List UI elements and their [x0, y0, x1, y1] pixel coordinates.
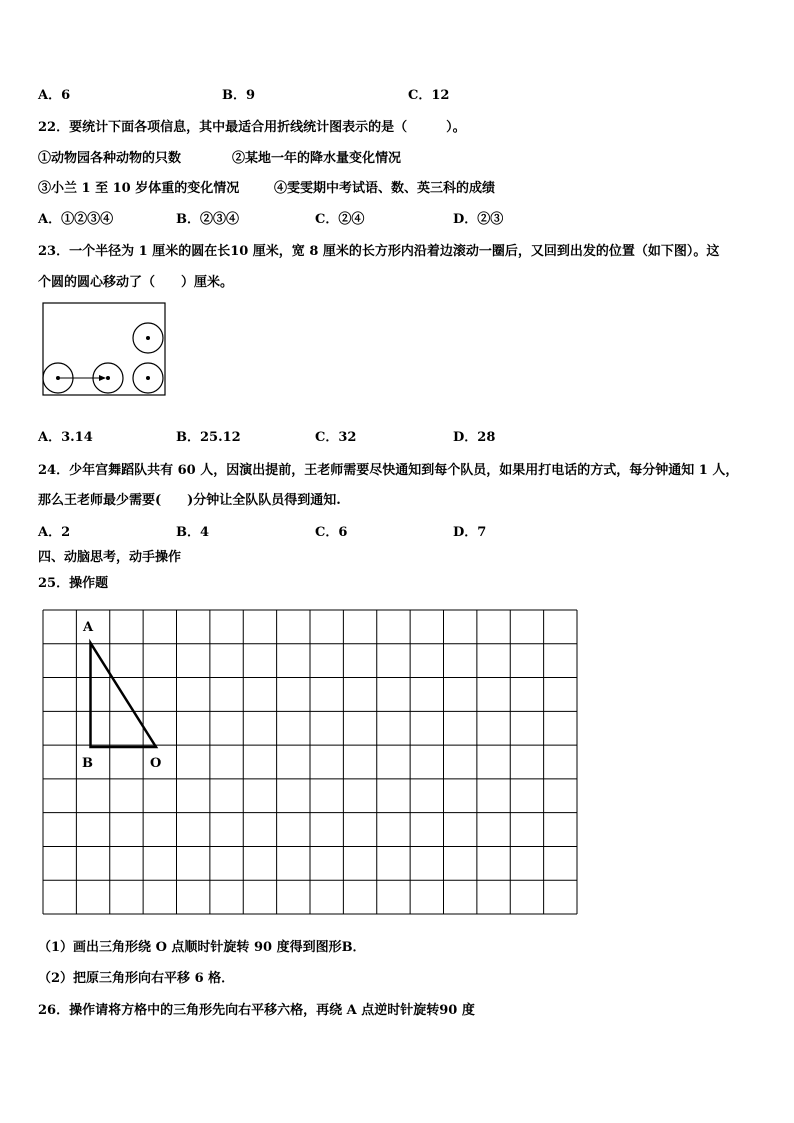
q24-stem-line1: 24．少年宫舞蹈队共有 60 人，因演出提前，王老师需要尽快通知到每个队员，如果用打电话的方式，每分钟通知 1 人， — [38, 463, 739, 478]
q22-option-b: B．②③④ — [176, 212, 239, 227]
q23-stem-line1: 23．一个半径为 1 厘米的圆在长10 厘米，宽 8 厘米的长方形内沿着边滚动一圈后，又回到出发的位置（如下图）。这 — [38, 244, 720, 259]
q25-stem: 25．操作题 — [38, 576, 109, 591]
q21-option-b: B．9 — [222, 88, 256, 103]
q22-item-2: ②某地一年的降水量变化情况 — [232, 151, 402, 166]
q22-option-a: A．①②③④ — [38, 212, 114, 227]
q22-option-c: C．②④ — [315, 212, 365, 227]
arrow-head-icon — [99, 375, 106, 381]
q23-option-b: B．25.12 — [176, 430, 241, 445]
q24-option-c: C．6 — [315, 525, 348, 540]
q23-option-c: C．32 — [315, 430, 357, 445]
q26-stem: 26．操作请将方格中的三角形先向右平移六格，再绕 A 点逆时针旋转90 度 — [38, 1003, 475, 1018]
q21-option-a: A．6 — [38, 88, 71, 103]
label-o: O — [150, 756, 162, 771]
circle-middle-center — [106, 376, 110, 380]
q22-stem: 22．要统计下面各项信息，其中最适合用折线统计图表示的是（ ）。 — [38, 120, 466, 135]
q23-rolling-circle-figure — [40, 300, 170, 400]
q22-item-4: ④雯雯期中考试语、数、英三科的成绩 — [274, 181, 496, 196]
section-4-title: 四、动脑思考，动手操作 — [38, 550, 182, 565]
q25-grid-figure — [42, 609, 578, 915]
q23-stem-line2: 个圆的圆心移动了（ ）厘米。 — [38, 275, 234, 290]
circle-top-center — [146, 336, 150, 340]
q22-item-3: ③小兰 1 至 10 岁体重的变化情况 — [38, 181, 240, 196]
q25-sub-1: （1）画出三角形绕 O 点顺时针旋转 90 度得到图形B． — [38, 940, 366, 955]
triangle-abo — [91, 643, 157, 747]
grid-lines — [43, 610, 577, 914]
q23-option-a: A．3.14 — [38, 430, 93, 445]
rectangle — [43, 303, 165, 395]
q22-option-d: D．②③ — [453, 212, 504, 227]
q21-option-c: C．12 — [408, 88, 450, 103]
q24-stem-line2: 那么王老师最少需要( )分钟让全队队员得到通知. — [38, 493, 341, 508]
q25-sub-2: （2）把原三角形向右平移 6 格． — [38, 971, 235, 986]
label-b: B — [82, 756, 93, 771]
q24-option-a: A．2 — [38, 525, 71, 540]
q24-option-d: D．7 — [453, 525, 487, 540]
q23-option-d: D．28 — [453, 430, 496, 445]
label-a: A — [83, 620, 94, 635]
circle-start-center — [56, 376, 60, 380]
q22-item-1: ①动物园各种动物的只数 — [38, 151, 182, 166]
circle-corner-center — [146, 376, 150, 380]
q24-option-b: B．4 — [176, 525, 210, 540]
